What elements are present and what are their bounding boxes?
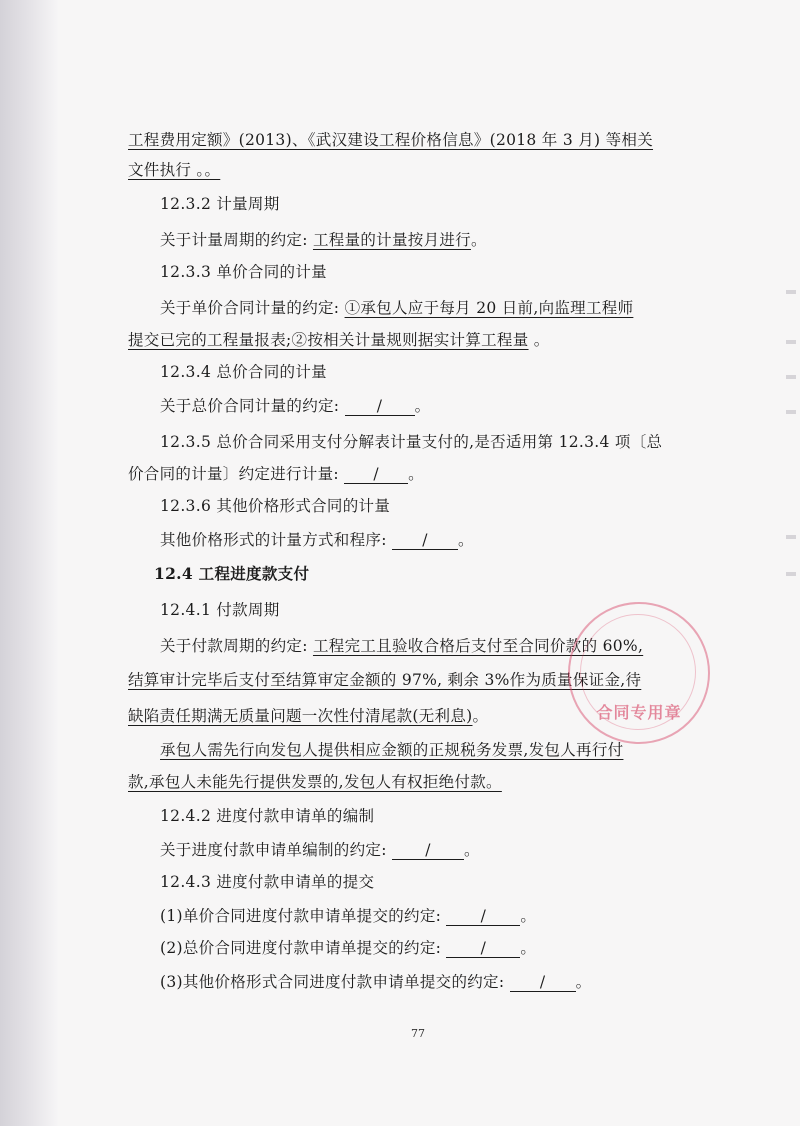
- line-text: 12.3.3 单价合同的计量: [160, 263, 327, 281]
- line-text: 12.3.2 计量周期: [160, 195, 280, 213]
- line-text: 12.3.5 总价合同采用支付分解表计量支付的,是否适用第 12.3.4 项〔总: [160, 433, 663, 451]
- text-line-25: [160, 938, 536, 958]
- bleed-through-mark: [786, 290, 796, 294]
- underlined-text: ①承包人应于每月 20 日前,向监理工程师: [344, 299, 634, 317]
- line-text: 12.4 工程进度款支付: [154, 564, 310, 583]
- line-text: 关于付款周期的约定:: [160, 637, 308, 655]
- line-text: 关于总价合同计量的约定:: [160, 397, 340, 415]
- text-line-22: [160, 840, 480, 860]
- line-text: (1)单价合同进度付款申请单提交的约定:: [160, 907, 442, 925]
- line-end: 。: [520, 907, 537, 925]
- line-text: (3)其他价格形式合同进度付款申请单提交的约定:: [160, 973, 505, 991]
- bleed-through-mark: [786, 375, 796, 379]
- line-text: 12.3.4 总价合同的计量: [160, 363, 327, 381]
- line-text: 价合同的计量〕约定进行计量:: [128, 465, 339, 483]
- section-heading-12-3-2: [160, 194, 280, 214]
- line-end: 。: [472, 707, 489, 725]
- underlined-text: 结算审计完毕后支付至结算审定金额的 97%, 剩余 3%作为质量保证金,待: [128, 671, 642, 689]
- bleed-through-mark: [786, 535, 796, 539]
- line-end: 。: [463, 841, 480, 859]
- bleed-through-mark: [786, 340, 796, 344]
- section-heading-12-4: [154, 564, 309, 584]
- document-page: [58, 0, 800, 1126]
- blank-field: /: [392, 531, 458, 550]
- section-heading-12-3-4: [160, 362, 327, 382]
- text-line-13: [160, 530, 474, 550]
- blank-field: /: [446, 939, 520, 958]
- line-text: 关于进度付款申请单编制的约定:: [160, 841, 387, 859]
- line-end: 。: [470, 231, 487, 249]
- text-line-19: [160, 740, 623, 760]
- bleed-through-mark: [786, 410, 796, 414]
- company-seal-stamp: [568, 602, 710, 744]
- line-text: 关于计量周期的约定:: [160, 231, 308, 249]
- text-line-1: [128, 130, 653, 150]
- line-end: 。: [520, 939, 537, 957]
- underlined-text: 款,承包人未能先行提供发票的,发包人有权拒绝付款。: [128, 773, 502, 791]
- text-line-17: [128, 670, 641, 690]
- text-line-4: [160, 230, 487, 250]
- text-line-26: [160, 972, 591, 992]
- blank-field: /: [446, 907, 520, 926]
- underlined-text: 提交已完的工程量报表;②按相关计量规则据实计算工程量: [128, 331, 529, 349]
- blank-field: /: [510, 973, 576, 992]
- line-text: (2)总价合同进度付款申请单提交的约定:: [160, 939, 442, 957]
- page-number: 77: [411, 1027, 425, 1040]
- line-text: 文件执行 。。: [128, 161, 221, 179]
- section-heading-12-4-2: [160, 806, 374, 826]
- section-heading-12-4-1: [160, 600, 280, 620]
- underlined-text: 工程完工且验收合格后支付至合同价款的 60%,: [312, 637, 644, 655]
- blank-field: /: [392, 841, 464, 860]
- blank-field: /: [345, 397, 415, 416]
- section-heading-12-4-3: [160, 872, 374, 892]
- book-binding-shadow: [0, 0, 58, 1126]
- section-heading-12-3-6: [160, 496, 390, 516]
- stamp-text: 合同专用章: [596, 703, 682, 722]
- line-end: 。: [528, 331, 550, 349]
- line-text: 12.4.1 付款周期: [160, 601, 280, 619]
- underlined-text: 缺陷责任期满无质量问题一次性付清尾款(无利息): [128, 707, 473, 725]
- line-text: 12.3.6 其他价格形式合同的计量: [160, 497, 391, 515]
- text-line-7: [128, 330, 550, 350]
- text-line-9: [160, 396, 430, 416]
- underlined-text: 工程量的计量按月进行: [312, 231, 471, 249]
- line-text: 关于单价合同计量的约定:: [160, 299, 340, 317]
- bleed-through-mark: [786, 572, 796, 576]
- line-text: 12.4.2 进度付款申请单的编制: [160, 807, 375, 825]
- line-end: 。: [457, 531, 474, 549]
- line-text: 其他价格形式的计量方式和程序:: [160, 531, 387, 549]
- section-heading-12-3-5: [160, 432, 662, 452]
- line-end: 。: [408, 465, 424, 483]
- text-line-18: [128, 706, 488, 726]
- line-text: 工程费用定额》(2013)、《武汉建设工程价格信息》(2018 年 3 月) 等相关: [128, 131, 654, 149]
- text-line-2: [128, 160, 220, 180]
- underlined-text: 承包人需先行向发包人提供相应金额的正规税务发票,发包人再行付: [160, 741, 624, 759]
- text-line-11: [128, 464, 424, 484]
- text-line-20: [128, 772, 502, 792]
- text-line-6: [160, 298, 633, 318]
- section-heading-12-3-3: [160, 262, 327, 282]
- line-text: 12.4.3 进度付款申请单的提交: [160, 873, 375, 891]
- text-line-24: [160, 906, 536, 926]
- line-end: 。: [575, 973, 592, 991]
- line-end: 。: [414, 397, 431, 415]
- blank-field: /: [344, 465, 408, 484]
